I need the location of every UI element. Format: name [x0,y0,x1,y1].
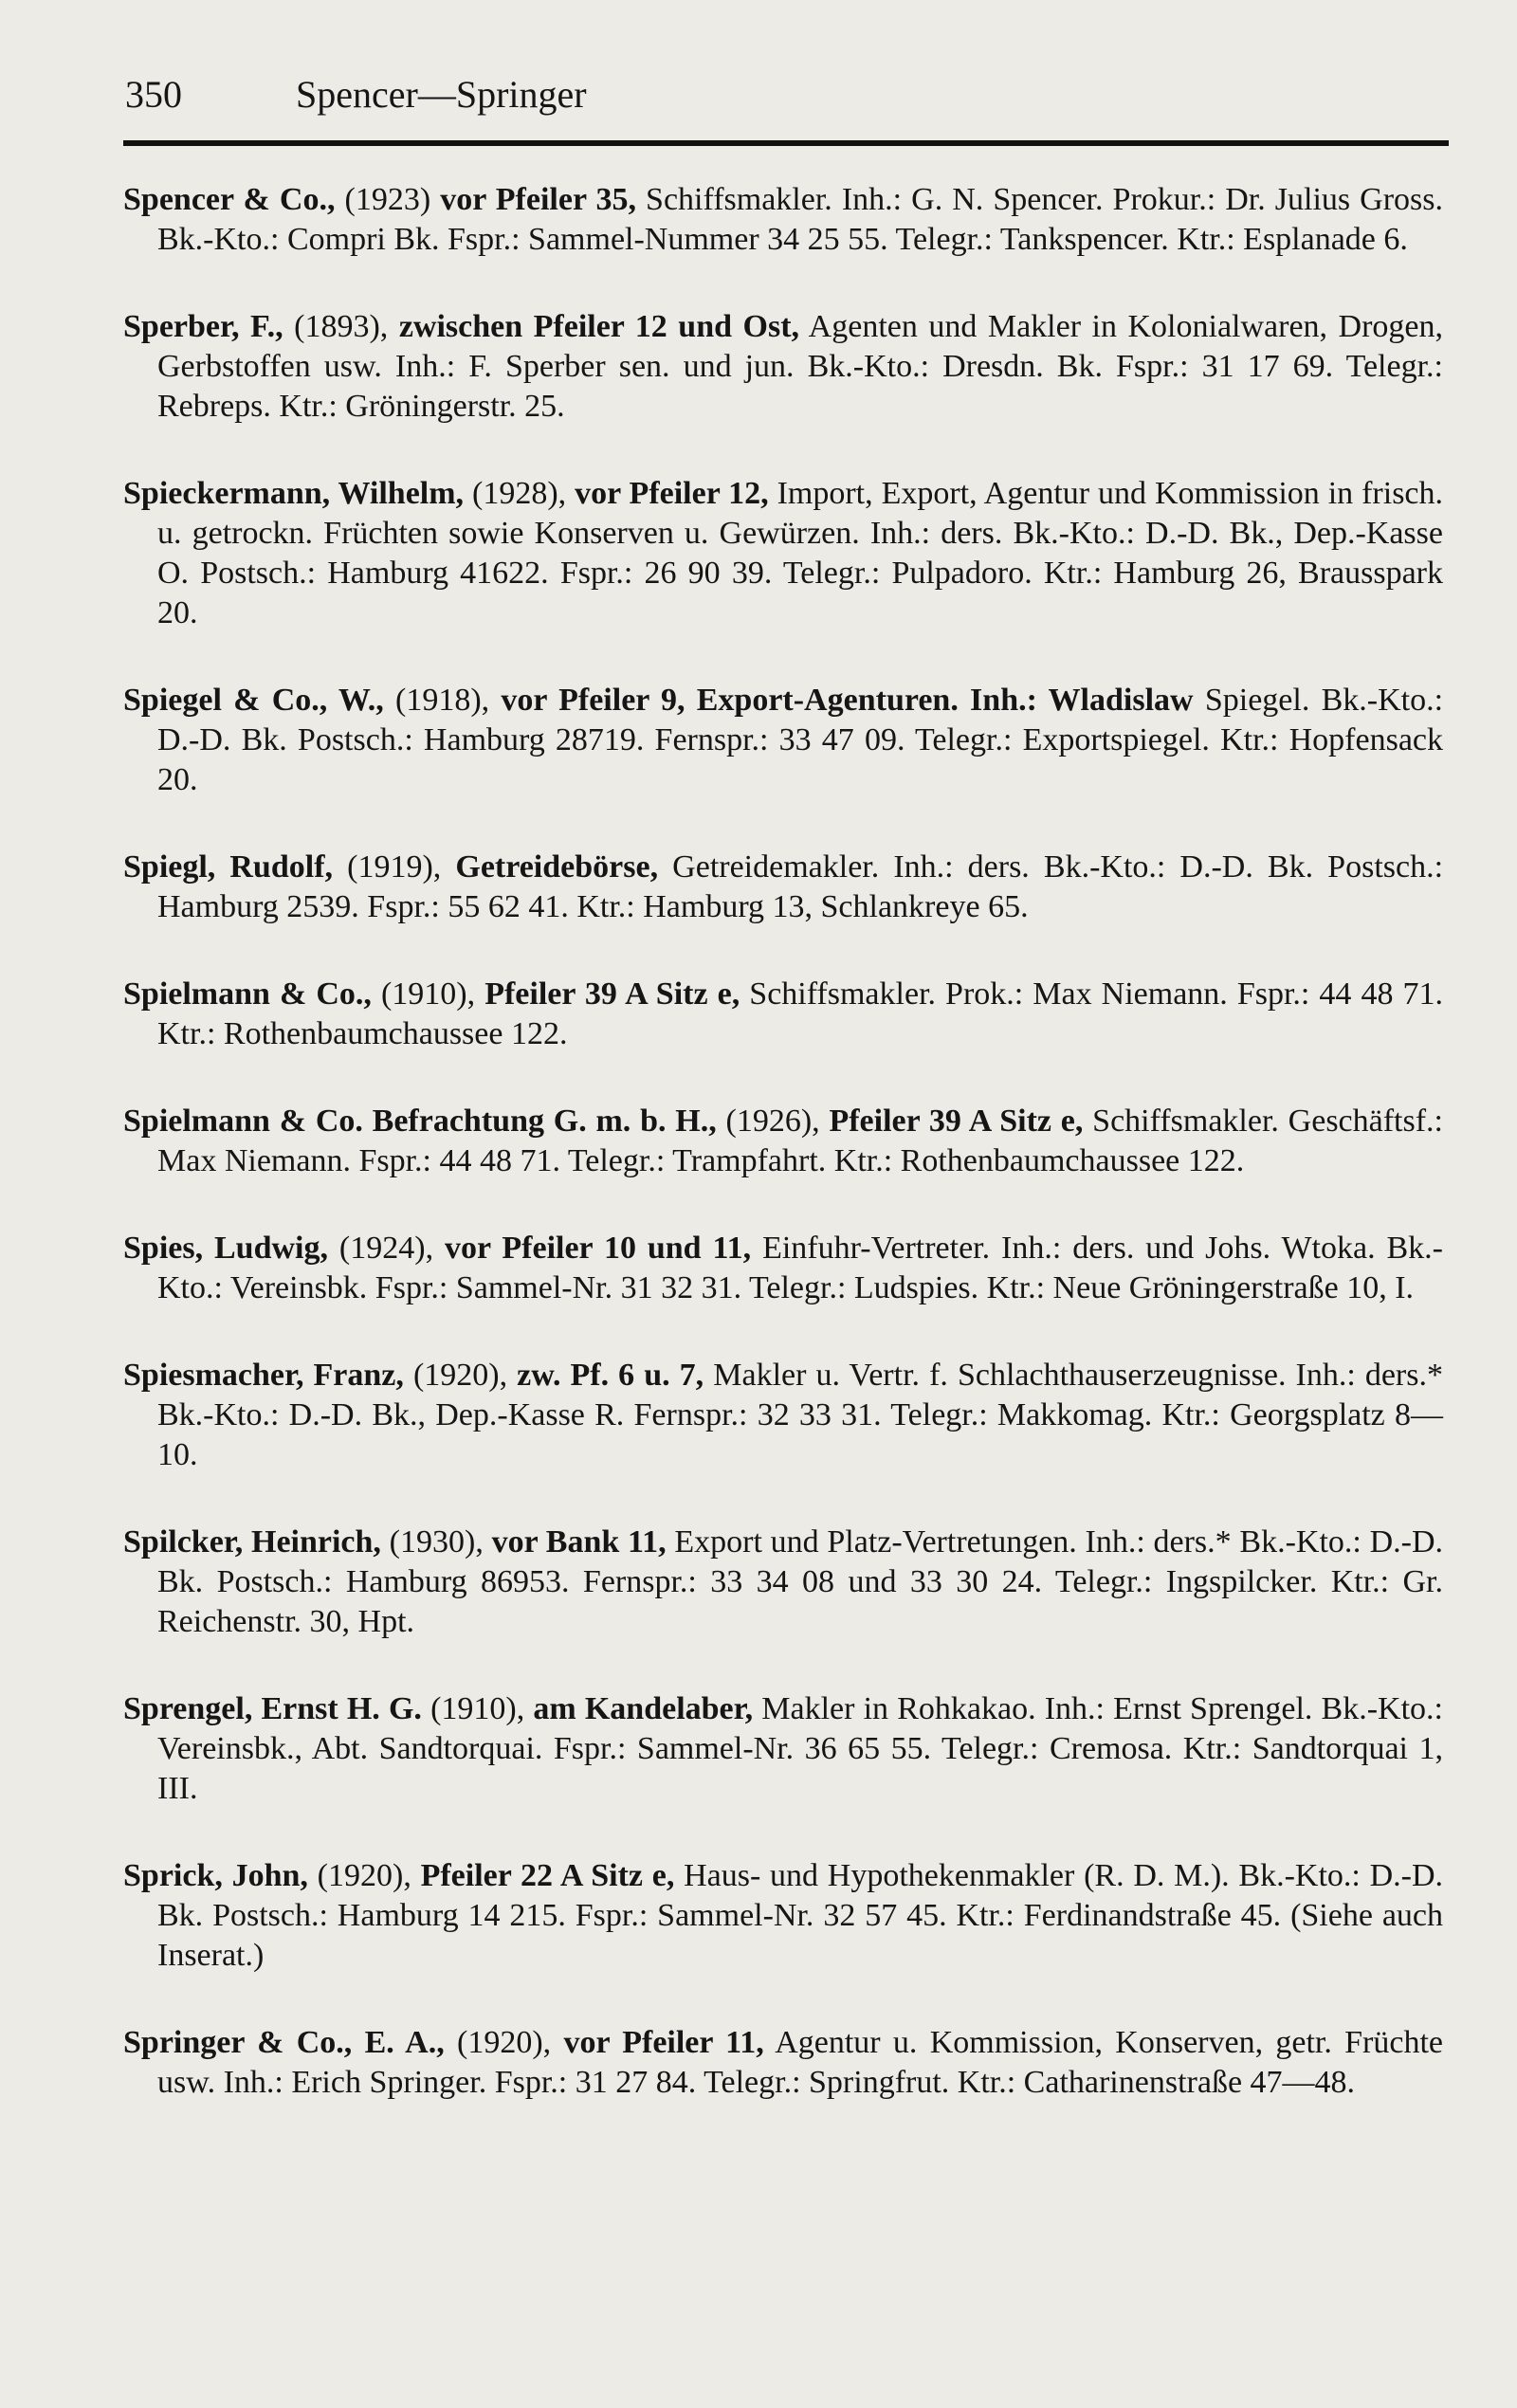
entry-location: vor Pfeiler 35, [440,182,636,217]
entry-body: Schiffsmakler. Prok.: Max Niemann. Fspr.: 44 48 71. Ktr.: Rothenbaumchaussee 122. [157,976,1444,1051]
entry-name: Spiegel & Co., W., [123,683,384,718]
page-number: 350 [125,73,182,116]
directory-entry [123,1523,1443,1642]
entry-year: (1920), [412,1358,508,1393]
entry-year: (1926), [725,1104,820,1139]
entry-year: (1928), [472,476,567,511]
entry-name: Springer & Co., E. A., [123,2025,445,2060]
entry-name: Spiesmacher, Franz, [123,1358,404,1393]
entry-body: Makler in Rohkakao. Inh.: Ernst Sprengel. Bk.-Kto.: Vereinsbk., Abt. Sandtorquai. Fspr.: Sammel-Nr. 36 65 55. Telegr.: Cremosa. Ktr.: Sandtorquai 1, III. [157,1691,1444,1806]
entry-body: Spiegel. Bk.-Kto.: D.-D. Bk. Postsch.: Hamburg 28719. Fernspr.: 33 47 09. Telegr.: Exportspiegel. Ktr.: Hopfensack 20. [157,683,1444,797]
entry-body: Einfuhr-Vertreter. Inh.: ders. und Johs. Wtoka. Bk.-Kto.: Vereinsbk. Fspr.: Sammel-Nr. 31 32 31. Telegr.: Ludspies. Ktr.: Neue Gröningerstraße 10, I. [157,1231,1443,1305]
entry-location: zw. Pf. 6 u. 7, [517,1358,704,1393]
entry-location: Pfeiler 22 A Sitz e, [420,1858,675,1893]
directory-entry [123,474,1443,633]
directory-entry [123,1689,1443,1809]
entry-year: (1919), [347,849,442,885]
running-title: Spencer—Springer [296,73,587,116]
entry-year: (1893), [294,309,389,344]
entry-location: Pfeiler 39 A Sitz e, [829,1104,1084,1139]
entry-location: vor Pfeiler 9, Export-Agenturen. Inh.: Wladislaw [501,683,1194,718]
directory-entry [123,848,1443,927]
entry-name: Spilcker, Heinrich, [123,1524,381,1560]
entry-body: Schiffsmakler. Inh.: G. N. Spencer. Prokur.: Dr. Julius Gross. Bk.-Kto.: Compri Bk. Fspr.: Sammel-Nummer 34 25 55. Telegr.: Tankspencer. Ktr.: Esplanade 6. [157,182,1444,257]
directory-entry [123,180,1443,260]
entry-year: (1923) [344,182,431,217]
entry-location: vor Pfeiler 10 und 11, [445,1231,752,1266]
entry-location: vor Bank 11, [491,1524,667,1560]
directory-entry [123,1102,1443,1181]
entry-name: Spielmann & Co., [123,976,372,1012]
directory-entry [123,1356,1443,1475]
entry-body: Export und Platz-Vertretungen. Inh.: ders.* Bk.-Kto.: D.-D. Bk. Postsch.: Hamburg 86953. Fernspr.: 33 34 08 und 33 30 24. Telegr.: Ingspilcker. Ktr.: Gr. Reichenstr. 30, Hpt. [157,1524,1444,1639]
entry-body: Import, Export, Agentur und Kommission in frisch. u. getrockn. Früchten sowie Konserven u. Gewürzen. Inh.: ders. Bk.-Kto.: D.-D. Bk., Dep.-Kasse O. Postsch.: Hamburg 41622. Fspr.: 26 90 39. Telegr.: Pulpadoro. Ktr.: Hamburg 26, Brausspark 20. [157,476,1444,630]
directory-entry [123,1856,1443,1976]
entry-body: Agentur u. Kommission, Konserven, getr. Früchte usw. Inh.: Erich Springer. Fspr.: 31 27 84. Telegr.: Springfrut. Ktr.: Catharinenstraße 47—48. [157,2025,1444,2100]
entry-year: (1918), [395,683,490,718]
directory-entry [123,1229,1443,1308]
entry-location: zwischen Pfeiler 12 und Ost, [398,309,800,344]
entry-name: Sprick, John, [123,1858,308,1893]
entry-body: Haus- und Hypothekenmakler (R. D. M.). Bk.-Kto.: D.-D. Bk. Postsch.: Hamburg 14 215. Fspr.: Sammel-Nr. 32 57 45. Ktr.: Ferdinandstraße 45. (Siehe auch Inserat.) [157,1858,1444,1973]
header-rule [123,140,1449,146]
entry-year: (1920), [317,1858,411,1893]
directory-entry [123,307,1443,427]
entry-body: Schiffsmakler. Geschäftsf.: Max Niemann. Fspr.: 44 48 71. Telegr.: Trampfahrt. Ktr.: Rothenbaumchaussee 122. [157,1104,1444,1178]
directory-entry [123,681,1443,800]
entry-name: Spiegl, Rudolf, [123,849,334,885]
page-header [125,66,1443,123]
entry-year: (1920), [457,2025,552,2060]
entry-location: Pfeiler 39 A Sitz e, [484,976,740,1012]
entry-body: Makler u. Vertr. f. Schlachthauserzeugnisse. Inh.: ders.* Bk.-Kto.: D.-D. Bk., Dep.-Kasse R. Fernspr.: 32 33 31. Telegr.: Makkomag. Ktr.: Georgsplatz 8—10. [157,1358,1443,1472]
entry-name: Spies, Ludwig, [123,1231,328,1266]
directory-entry [123,975,1443,1054]
entry-year: (1930), [389,1524,484,1560]
entry-year: (1910), [430,1691,525,1726]
entry-name: Spielmann & Co. Befrachtung G. m. b. H., [123,1104,717,1139]
entry-body: Agenten und Makler in Kolonialwaren, Drogen, Gerbstoffen usw. Inh.: F. Sperber sen. und jun. Bk.-Kto.: Dresdn. Bk. Fspr.: 31 17 69. Telegr.: Rebreps. Ktr.: Gröningerstr. 25. [157,309,1444,424]
entry-location: am Kandelaber, [533,1691,754,1726]
entry-location: Getreidebörse, [455,849,659,885]
entry-year: (1910), [380,976,476,1012]
directory-entries [123,180,1443,2150]
entry-body: Getreidemakler. Inh.: ders. Bk.-Kto.: D.-D. Bk. Postsch.: Hamburg 2539. Fspr.: 55 62 41. Ktr.: Hamburg 13, Schlankreye 65. [157,849,1444,924]
entry-name: Sprengel, Ernst H. G. [123,1691,422,1726]
entry-name: Sperber, F., [123,309,283,344]
entry-name: Spieckermann, Wilhelm, [123,476,465,511]
entry-name: Spencer & Co., [123,182,336,217]
entry-location: vor Pfeiler 12, [575,476,769,511]
entry-location: vor Pfeiler 11, [563,2025,764,2060]
entry-year: (1924), [338,1231,434,1266]
directory-entry [123,2023,1443,2103]
